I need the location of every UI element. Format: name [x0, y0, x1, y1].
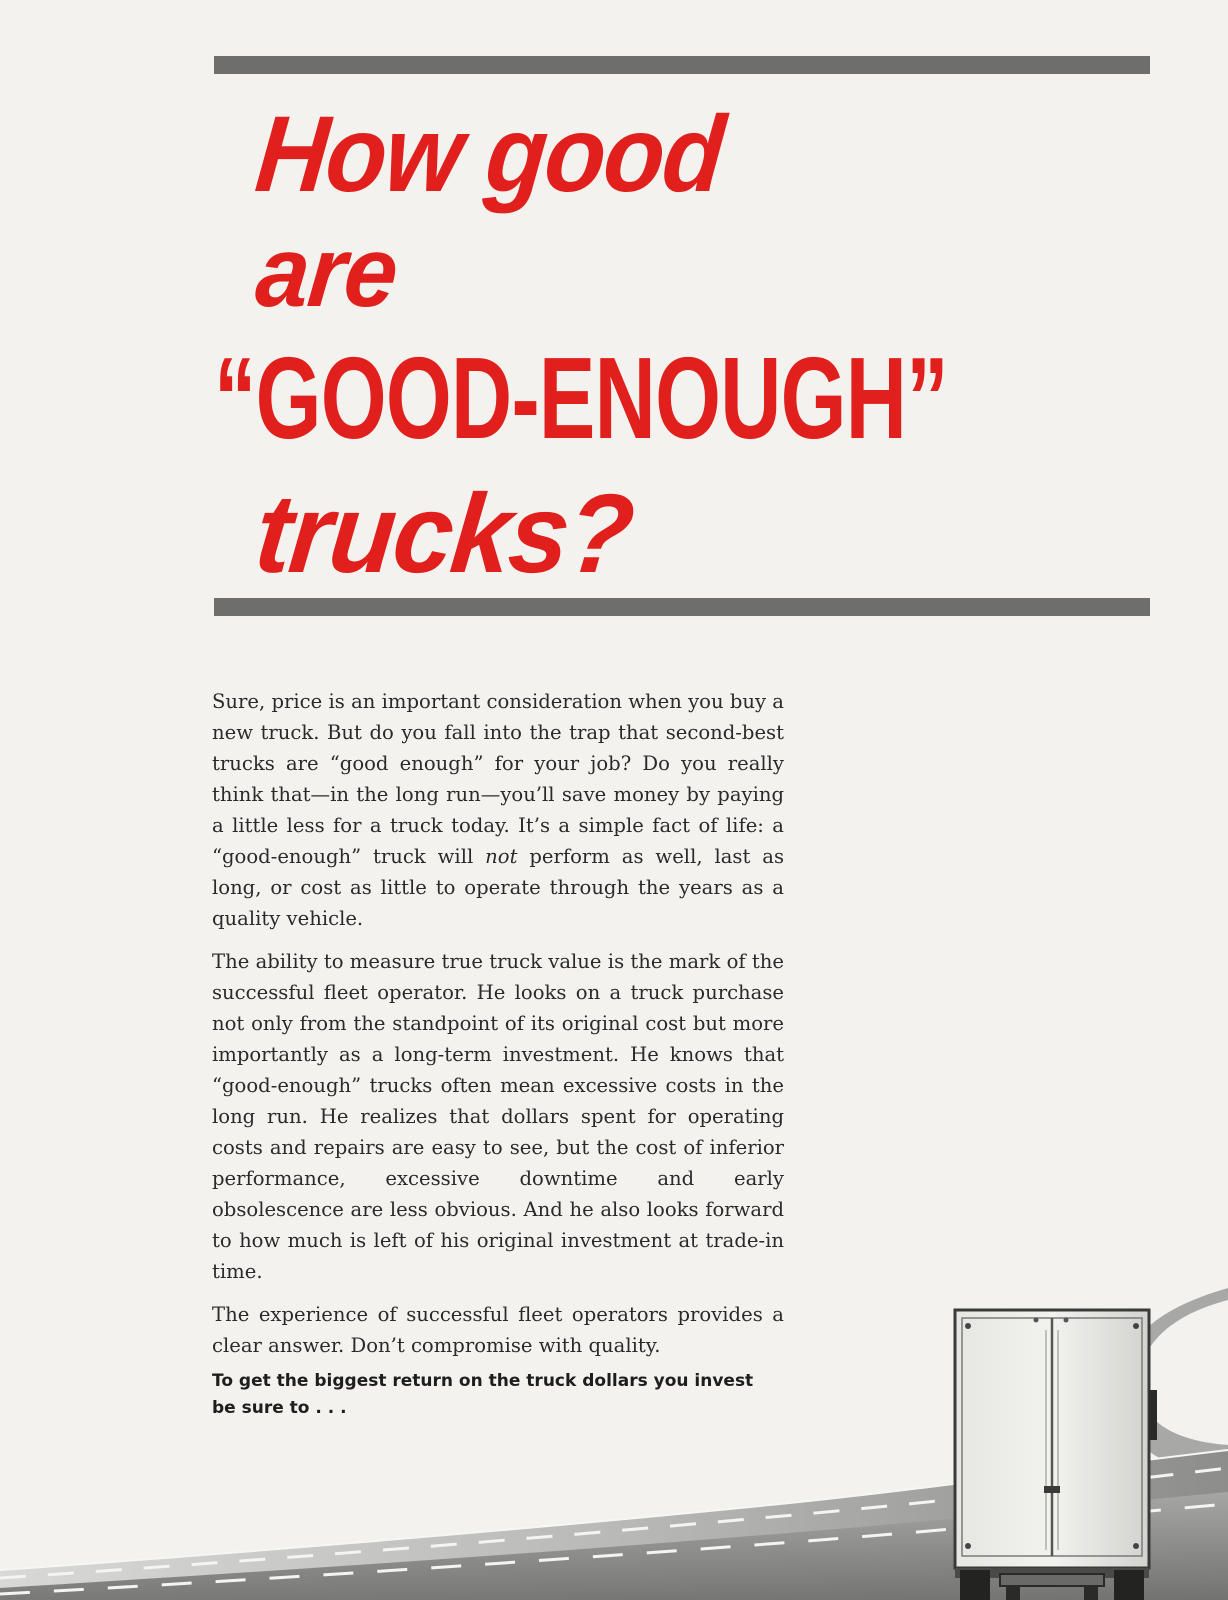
body-paragraph-2: The ability to measure true truck value is the mark of the successful fleet operator. He looks on a truck purchase not only from the standpoint of its original cost but more importantly as a long-term investment. He knows that “good-enough” trucks often mean excessive costs in the long run. He realizes that dollars spent for operating costs and repairs are easy to see, but the cost of inferior performance, excessive downtime and early obsolescence are less obvious. And he also looks forward to how much is left of his original investment at trade-in time. — [212, 950, 784, 1283]
headline-line-2: are — [251, 216, 403, 328]
tagline-line-1: To get the biggest return on the truck dollars you invest — [212, 1371, 754, 1391]
body-paragraph-1-emphasis: not — [485, 845, 518, 868]
headline-line-1: How good — [250, 93, 729, 214]
top-rule — [214, 56, 1150, 74]
body-paragraph-1-end: perform as well, last as long, or cost as little to operate through the years as a quality vehicle. — [212, 845, 785, 930]
bottom-rule — [214, 598, 1150, 616]
body-paragraph-3: The experience of successful fleet operators provides a clear answer. Don’t compromise with quality. — [212, 1303, 784, 1357]
headline-line-3: “GOOD-ENOUGH” — [214, 333, 948, 463]
truck-rear — [955, 1310, 1157, 1600]
body-paragraph-1-start: Sure, price is an important consideration when you buy a new truck. But do you fall into the trap that second-best trucks are “good enough” for your job? Do you really think that—in the long run—you’ll save money by paying a little less for a truck today. It’s a simple fact of life: a “good-enough” truck will — [212, 690, 784, 868]
truck-on-highway-illustration — [0, 1270, 1228, 1600]
headline-line-4: trucks? — [250, 471, 638, 596]
tagline-line-2: be sure to . . . — [212, 1398, 347, 1418]
body-paragraph-1 — [212, 686, 784, 934]
